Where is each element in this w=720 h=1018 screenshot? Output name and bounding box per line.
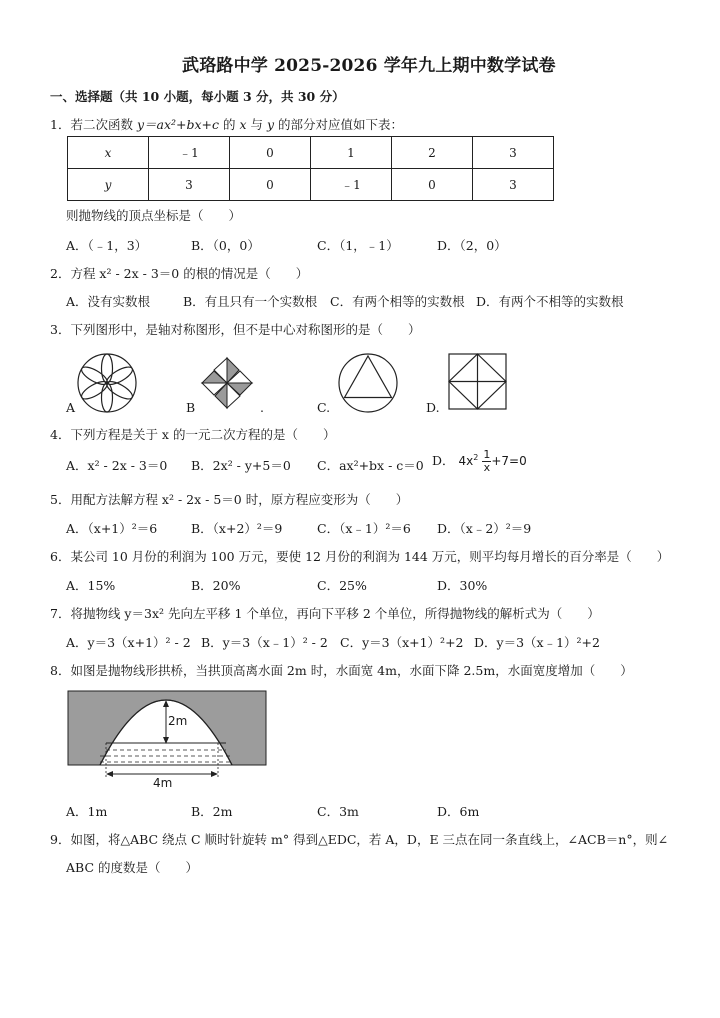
q1-option-b[interactable]: B．（0，0） — [191, 238, 260, 253]
q1-stem: 1．若二次函数 y＝ax²+bx+c 的 x 与 y 的部分对应值如下表： — [50, 117, 404, 132]
q1-option-c[interactable]: C．（1，﹣1） — [317, 238, 399, 253]
q1-option-a[interactable]: A．（﹣1，3） — [66, 238, 148, 253]
q4-stem: 4．下列方程是关于 x 的一元二次方程的是（ ） — [50, 427, 336, 442]
figure-a-flower-icon[interactable] — [76, 352, 138, 414]
q2-option-a[interactable]: A．没有实数根 — [66, 294, 151, 309]
q9-stem-line2: ABC 的度数是（ ） — [66, 860, 198, 875]
q8-option-d[interactable]: D．6m — [437, 804, 480, 819]
q6-option-b[interactable]: B．20% — [191, 578, 241, 593]
q8-option-b[interactable]: B．2m — [191, 804, 233, 819]
table-row — [68, 169, 554, 201]
q3-label-b: B — [186, 400, 196, 415]
table-cell: 1 — [311, 137, 392, 169]
q4-option-d[interactable] — [432, 449, 527, 474]
arch-width-label: 4m — [153, 776, 173, 790]
q5-option-a[interactable]: A．（x+1）²＝6 — [66, 521, 158, 536]
q5-option-c[interactable]: C．（x﹣1）²＝6 — [317, 521, 411, 536]
exam-title: 武珞路中学 2025-2026 学年九上期中数学试卷 — [182, 56, 556, 76]
table-cell: y — [68, 169, 149, 201]
table-cell: x — [68, 137, 149, 169]
q3-label-dot: . — [260, 400, 264, 415]
table-cell: 3 — [473, 137, 554, 169]
q7-option-b[interactable]: B．y＝3（x﹣1）² - 2 — [201, 635, 328, 650]
table-cell: 0 — [230, 169, 311, 201]
q3-label-a: A — [66, 400, 76, 415]
q8-stem: 8．如图是抛物线形拱桥，当拱顶高离水面 2m 时，水面宽 4m，水面下降 2.5m，水面宽度增加（ ） — [50, 663, 633, 678]
table-cell: 2 — [392, 137, 473, 169]
q4-option-d-formula: $4x^2$ $\frac{1}{x}$ +7=0 — [458, 448, 527, 474]
q4-option-d-label: D． — [432, 453, 455, 468]
q3-stem: 3．下列图形中，是轴对称图形，但不是中心对称图形的是（ ） — [50, 322, 421, 337]
q7-option-d[interactable]: D．y＝3（x﹣1）²+2 — [474, 635, 600, 650]
q1-question: 则抛物线的顶点坐标是（ ） — [66, 208, 242, 223]
q3-label-d: D. — [426, 400, 440, 415]
q2-option-b[interactable]: B．有且只有一个实数根 — [183, 294, 318, 309]
q2-option-c[interactable]: C．有两个相等的实数根 — [330, 294, 465, 309]
table-cell: 3 — [149, 169, 230, 201]
figure-d-square-diamond-icon[interactable] — [448, 353, 508, 411]
arch-height-label: 2m — [168, 714, 188, 728]
q2-stem: 2．方程 x² - 2x - 3＝0 的根的情况是（ ） — [50, 266, 309, 281]
q4-option-b[interactable]: B．2x² - y+5＝0 — [191, 458, 291, 473]
figure-c-circle-triangle-icon[interactable] — [337, 352, 399, 414]
q1-option-d[interactable]: D．（2，0） — [437, 238, 507, 253]
table-cell: 3 — [473, 169, 554, 201]
table-cell: ﹣1 — [311, 169, 392, 201]
q7-option-a[interactable]: A．y＝3（x+1）² - 2 — [66, 635, 191, 650]
q2-option-d[interactable]: D．有两个不相等的实数根 — [476, 294, 624, 309]
figure-b-pinwheel-icon[interactable] — [194, 352, 260, 414]
table-cell: 0 — [392, 169, 473, 201]
value-table — [67, 136, 554, 201]
q5-stem: 5．用配方法解方程 x² - 2x - 5＝0 时，原方程应变形为（ ） — [50, 492, 409, 507]
q8-option-a[interactable]: A．1m — [66, 804, 108, 819]
q8-option-c[interactable]: C．3m — [317, 804, 359, 819]
q7-option-c[interactable]: C．y＝3（x+1）²+2 — [340, 635, 464, 650]
q4-option-a[interactable]: A．x² - 2x - 3＝0 — [66, 458, 168, 473]
q6-option-d[interactable]: D．30% — [437, 578, 488, 593]
q5-option-b[interactable]: B．（x+2）²＝9 — [191, 521, 283, 536]
q5-option-d[interactable]: D．（x﹣2）²＝9 — [437, 521, 532, 536]
table-cell: 0 — [230, 137, 311, 169]
q7-stem: 7．将抛物线 y＝3x² 先向左平移 1 个单位，再向下平移 2 个单位，所得抛物线的解析式为（ ） — [50, 606, 600, 621]
q4-option-c[interactable]: C．ax²+bx - c＝0 — [317, 458, 424, 473]
table-row — [68, 137, 554, 169]
q9-stem-line1: 9．如图，将△ABC 绕点 C 顺时针旋转 m° 得到△EDC，若 A，D，E 三点在同一条直线上，∠ACB＝n°，则∠ — [50, 832, 669, 847]
section-heading: 一、选择题（共 10 小题，每小题 3 分，共 30 分） — [50, 89, 345, 104]
table-cell: ﹣1 — [149, 137, 230, 169]
q6-option-a[interactable]: A．15% — [66, 578, 116, 593]
q6-option-c[interactable]: C．25% — [317, 578, 367, 593]
q6-stem: 6．某公司 10 月份的利润为 100 万元，要使 12 月份的利润为 144 万元，则平均每月增长的百分率是（ ） — [50, 549, 670, 564]
q3-label-c: C. — [317, 400, 331, 415]
